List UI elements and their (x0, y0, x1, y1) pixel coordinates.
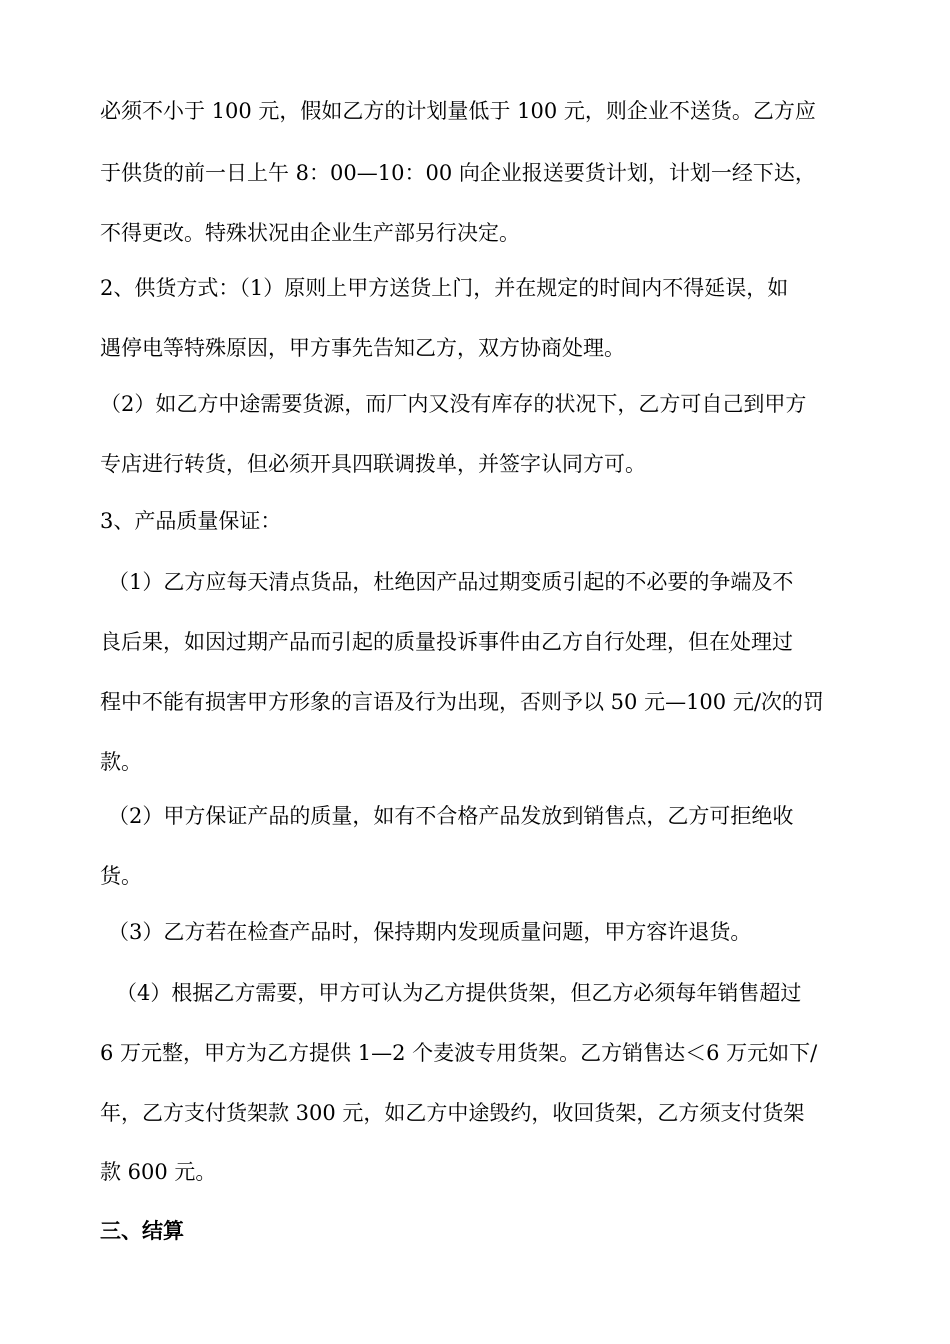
text-line: 良后果，如因过期产品而引起的质量投诉事件由乙方自行处理，但在处理过 (100, 630, 793, 654)
text-line: （2）甲方保证产品的质量，如有不合格产品发放到销售点，乙方可拒绝收 (108, 804, 794, 828)
text-line: 货。 (100, 864, 142, 888)
text-line: 6 万元整，甲方为乙方提供 1—2 个麦波专用货架。乙方销售达＜6 万元如下/ (100, 1041, 818, 1065)
text-line: 款。 (100, 750, 142, 774)
section-heading: 三、结算 (100, 1218, 184, 1243)
text-line: 专店进行转货，但必须开具四联调拨单，并签字认同方可。 (100, 452, 646, 476)
text-line: （4）根据乙方需要，甲方可认为乙方提供货架，但乙方必须每年销售超过 (116, 981, 802, 1005)
text-line: 遇停电等特殊原因，甲方事先告知乙方，双方协商处理。 (100, 336, 625, 360)
text-line: 于供货的前一日上午 8：00—10：00 向企业报送要货计划，计划一经下达， (100, 161, 816, 185)
text-line: 程中不能有损害甲方形象的言语及行为出现，否则予以 50 元—100 元/次的罚 (100, 690, 824, 714)
text-line: 2、供货方式：（1）原则上甲方送货上门，并在规定的时间内不得延误，如 (100, 276, 789, 300)
text-line: （2）如乙方中途需要货源，而厂内又没有库存的状况下，乙方可自己到甲方 (100, 392, 807, 416)
text-line: （3）乙方若在检查产品时，保持期内发现质量问题，甲方容许退货。 (108, 920, 752, 944)
text-line: 年，乙方支付货架款 300 元，如乙方中途毁约，收回货架，乙方须支付货架 (100, 1101, 805, 1125)
text-line: 不得更改。特殊状况由企业生产部另行决定。 (100, 221, 520, 245)
text-line: 必须不小于 100 元，假如乙方的计划量低于 100 元，则企业不送货。乙方应 (100, 99, 816, 123)
text-line: 款 600 元。 (100, 1160, 217, 1184)
text-line: 3、产品质量保证： (100, 509, 282, 533)
text-line: （1）乙方应每天清点货品，杜绝因产品过期变质引起的不必要的争端及不 (108, 570, 794, 594)
